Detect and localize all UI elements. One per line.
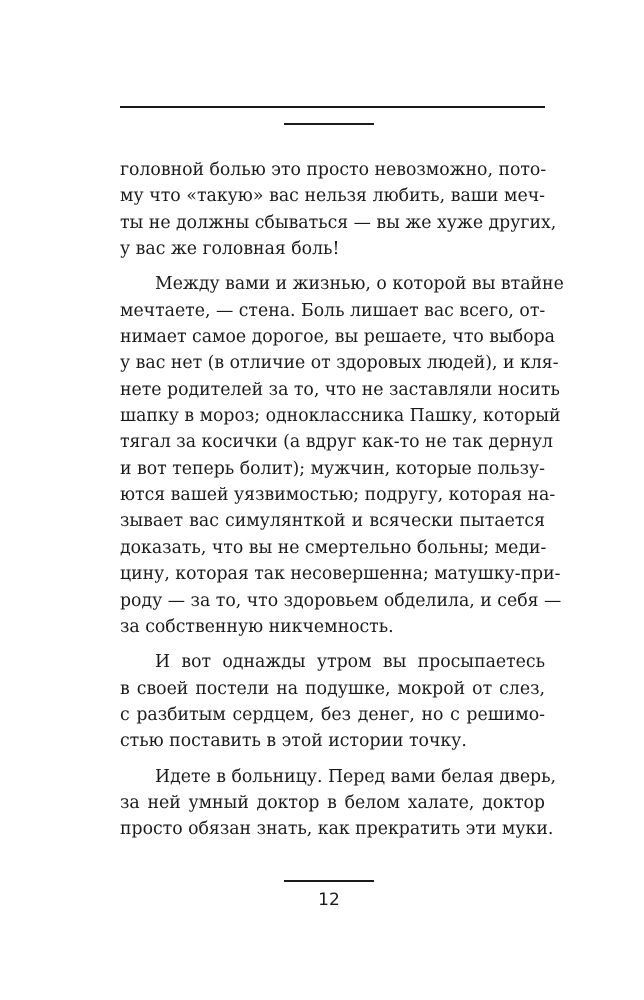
text-line: шапку в мороз; одноклассника Пашку, который: [120, 406, 561, 427]
text-line: у вас нет (в отличие от здоровых людей), и кля-: [120, 353, 559, 374]
text-line: ются вашей уязвимостью; подругу, которая на-: [120, 485, 556, 506]
text-line: и вот теперь болит); мужчин, которые пользу-: [120, 458, 546, 479]
text-line: И вот однажды утром вы просыпаетесь: [155, 652, 545, 673]
text-line: роду — за то, что здоровьем обделила, и себя —: [120, 590, 562, 611]
paragraph-gap: [120, 640, 545, 649]
text-line: в своей постели на подушке, мокрой от слез,: [120, 678, 545, 699]
text-line: зывает вас симулянткой и всячески пытается: [120, 511, 545, 532]
text-line: просто обязан знать, как прекратить эти муки.: [120, 819, 554, 840]
text-line: нимает самое дорогое, вы решаете, что выбора: [120, 327, 555, 348]
text-line: за ней умный доктор в белом халате, доктор: [120, 792, 545, 813]
text-line: нете родителей за то, что не заставляли носить: [120, 379, 560, 400]
text-line: Идете в больницу. Перед вами белая дверь,: [155, 766, 557, 787]
header-rule-short: [284, 123, 374, 125]
text-line: стью поставить в этой истории точку.: [120, 731, 467, 752]
text-line: му что «такую» вас нельзя любить, ваши меч-: [120, 186, 545, 207]
text-line: за собственную никчемность.: [120, 616, 394, 637]
text-line: тягал за косички (а вдруг как-то не так дернул: [120, 432, 554, 453]
paragraph-gap: [120, 262, 545, 271]
paragraph-gap: [120, 755, 545, 764]
text-line: доказать, что вы не смертельно больны; меди-: [120, 537, 547, 558]
text-line: Между вами и жизнью, о которой вы втайне: [155, 274, 564, 295]
text-line: у вас же головная боль!: [120, 239, 340, 260]
text-line: головной болью это просто невозможно, пото-: [120, 160, 547, 180]
text-line: цину, которая так несовершенна; матушку-при-: [120, 564, 561, 585]
footer-rule: [284, 880, 374, 882]
text-line: с разбитым сердцем, без денег, но с решимо-: [120, 704, 545, 725]
header-rule-long: [120, 106, 545, 108]
body-text: [120, 157, 564, 843]
page-number: 12: [318, 890, 340, 910]
text-line: мечтаете, — стена. Боль лишает вас всего, от-: [120, 300, 546, 321]
text-line: ты не должны сбываться — вы же хуже других,: [120, 212, 557, 233]
